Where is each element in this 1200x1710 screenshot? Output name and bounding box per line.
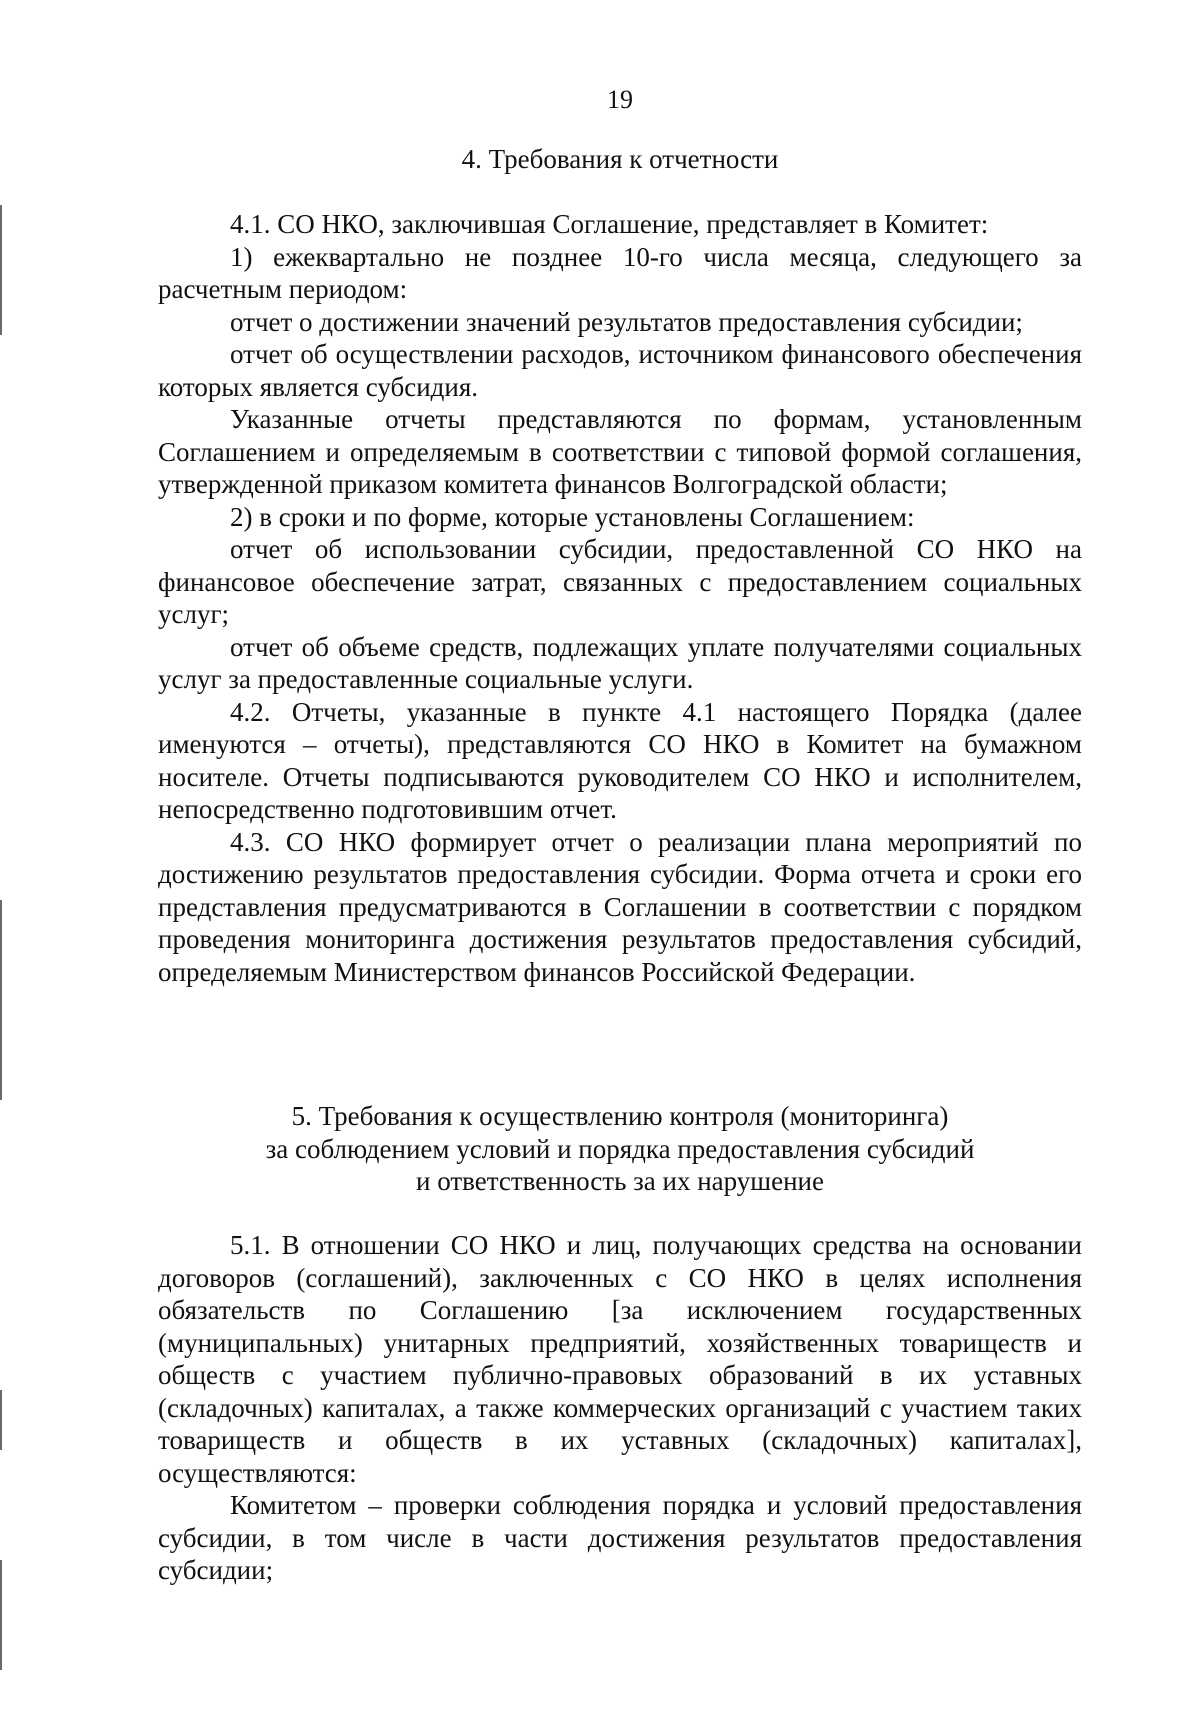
page-number: 19 <box>607 85 633 114</box>
section-5-heading-line: и ответственность за их нарушение <box>416 1166 824 1196</box>
paragraph-committee: Комитетом – проверки соблюдения порядка и условий предоставления субсидии, в том числе в части достижения результатов предоставления субсидии; <box>158 1490 1082 1585</box>
paragraph-4-1: 4.1. СО НКО, заключившая Соглашение, представляет в Комитет: <box>230 209 989 239</box>
paragraph-report-volume: отчет об объеме средств, подлежащих уплате получателями социальных услуг за предоставленные социальные услуги. <box>158 631 1082 694</box>
section-4-body <box>158 208 1082 988</box>
section-5-body <box>158 1229 1082 1587</box>
section-5-heading-line: за соблюдением условий и порядка предоставления субсидий <box>265 1133 975 1164</box>
section-4-heading: 4. Требования к отчетности <box>461 144 779 174</box>
paragraph-report-usage: отчет об использовании субсидии, предоставленной СО НКО на финансовое обеспечение затрат, связанных с предоставлением социальных услуг; <box>158 534 1082 629</box>
section-5-heading <box>0 1100 1200 1198</box>
scan-edge-mark <box>0 205 2 335</box>
paragraph-4-3: 4.3. СО НКО формирует отчет о реализации плана мероприятий по достижению результатов предоставления субсидии. Форма отчета и сроки его представления предусматриваются в Соглашении в соответствии с порядком проведения мониторинга достижения результатов предоставления субсидий, определяемым Министерством финансов Российской Федерации. <box>158 826 1082 987</box>
section-5-heading-line: 5. Требования к осуществлению контроля (мониторинга) <box>291 1101 949 1131</box>
paragraph-4-2: 4.2. Отчеты, указанные в пункте 4.1 настоящего Порядка (далее именуются – отчеты), представляются СО НКО в Комитет на бумажном носителе. Отчеты подписываются руководителем СО НКО и исполнителем, непосредственно подготовившим отчет. <box>158 696 1082 824</box>
scan-edge-mark <box>0 900 2 1100</box>
paragraph-report-forms: Указанные отчеты представляются по формам, установленным Соглашением и определяемым в соответствии с типовой формой соглашения, утвержденной приказом комитета финансов Волгоградской области; <box>158 404 1082 499</box>
paragraph-quarterly: 1) ежеквартально не позднее 10-го числа месяца, следующего за расчетным периодом: <box>158 241 1082 304</box>
scan-edge-mark <box>0 1560 2 1670</box>
paragraph-terms: 2) в сроки и по форме, которые установлены Соглашением: <box>230 501 915 532</box>
paragraph-5-1: 5.1. В отношении СО НКО и лиц, получающих средства на основании договоров (соглашений), заключенных с СО НКО в целях исполнения обязательств по Соглашению [за исключением государственных (муниципальных) унитарных предприятий, хозяйственных товариществ и обществ с участием публично-правовых образований в их уставных (складочных) капиталах, а также коммерческих организаций с участием таких товариществ и обществ в их уставных (складочных) капиталах], осуществляются: <box>158 1230 1082 1488</box>
paragraph-report-expenses: отчет об осуществлении расходов, источником финансового обеспечения которых является субсидия. <box>158 339 1082 402</box>
scan-edge-mark <box>0 1390 2 1450</box>
paragraph-report-results: отчет о достижении значений результатов предоставления субсидии; <box>230 306 1023 337</box>
